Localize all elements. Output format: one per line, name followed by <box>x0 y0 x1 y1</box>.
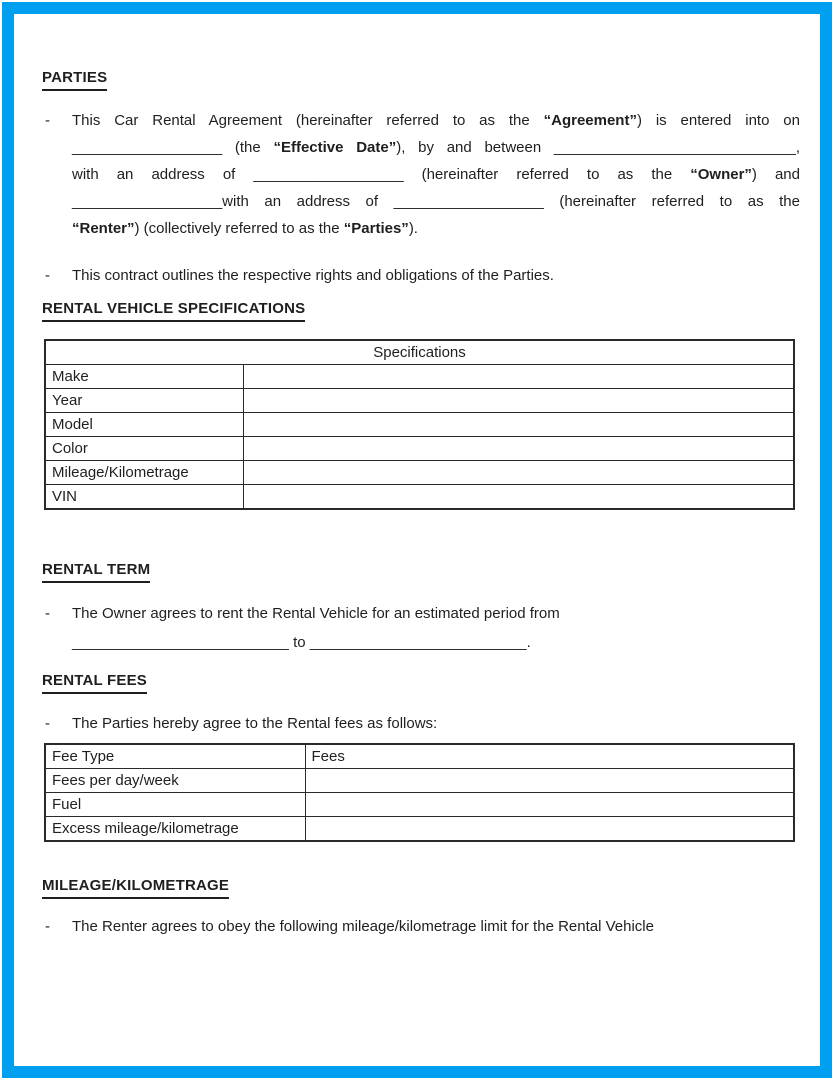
document-page <box>42 14 800 940</box>
table-header-row <box>45 340 794 365</box>
bullet-marker: - <box>45 918 50 935</box>
paragraph-line: The Owner agrees to rent the Rental Vehicle for an estimated period from <box>72 605 560 622</box>
spec-year-value <box>243 389 794 413</box>
spec-vin-label: VIN <box>45 485 243 510</box>
fees-table <box>44 743 795 842</box>
fill-in-blank-line: __________________________ to __________________________. <box>72 634 531 651</box>
rental-fees-bullet <box>42 710 800 737</box>
spec-vin-value <box>243 485 794 510</box>
bullet-marker: - <box>45 715 50 732</box>
bullet-marker: - <box>45 267 50 284</box>
bold-term-owner: “Owner” <box>690 166 752 183</box>
fee-per-day-label: Fees per day/week <box>45 769 305 793</box>
parties-paragraph <box>72 107 800 242</box>
bold-term-parties: “Parties” <box>343 220 409 237</box>
table-row <box>45 769 794 793</box>
fees-col2-header: Fees <box>305 744 794 769</box>
fee-excess-mileage-value <box>305 817 794 842</box>
specifications-table-title: Specifications <box>45 340 794 365</box>
section-heading-specifications: RENTAL VEHICLE SPECIFICATIONS <box>42 298 800 322</box>
table-row <box>45 413 794 437</box>
spec-mileage-label: Mileage/Kilometrage <box>45 461 243 485</box>
table-row <box>45 389 794 413</box>
table-row <box>45 485 794 510</box>
table-row <box>45 461 794 485</box>
fill-in-blank: with an address of __________________ (hereinafter referred to as the <box>72 166 691 183</box>
table-row <box>45 437 794 461</box>
mileage-text: The Renter agrees to obey the following mileage/kilometrage limit for the Rental Vehicle <box>72 918 654 935</box>
rental-term-bullet <box>42 599 800 657</box>
rental-fees-text: The Parties hereby agree to the Rental fees as follows: <box>72 715 438 732</box>
specifications-table <box>44 339 795 510</box>
fill-in-blank: __________________with an address of __________________ (hereinafter referred to as the <box>72 193 800 210</box>
table-header-row <box>45 744 794 769</box>
section-heading-mileage: MILEAGE/KILOMETRAGE <box>42 875 800 899</box>
fee-fuel-value <box>305 793 794 817</box>
spec-color-label: Color <box>45 437 243 461</box>
fee-per-day-value <box>305 769 794 793</box>
section-heading-rental-term: RENTAL TERM <box>42 559 800 583</box>
fee-fuel-label: Fuel <box>45 793 305 817</box>
paragraph-line: “Renter”) (collectively referred to as the “Parties”). <box>72 220 418 237</box>
spec-make-value <box>243 365 794 389</box>
spec-mileage-value <box>243 461 794 485</box>
paragraph-line <box>72 188 800 215</box>
parties-bullet-2 <box>42 262 800 289</box>
bold-term-effective-date: “Effective Date” <box>273 139 397 156</box>
contract-outline-text: This contract outlines the respective rights and obligations of the Parties. <box>72 267 554 284</box>
spec-model-value <box>243 413 794 437</box>
paragraph-line <box>72 134 800 161</box>
bullet-marker: - <box>45 112 50 129</box>
bold-term-agreement: “Agreement” <box>543 112 637 129</box>
table-row <box>45 817 794 842</box>
rental-term-paragraph <box>72 599 800 657</box>
table-row <box>45 365 794 389</box>
spec-color-value <box>243 437 794 461</box>
spec-year-label: Year <box>45 389 243 413</box>
section-heading-rental-fees: RENTAL FEES <box>42 670 800 694</box>
paragraph-line: This Car Rental Agreement (hereinafter referred to as the “Agreement”) is entered into on <box>72 112 800 129</box>
paragraph-line: with an address of __________________ (hereinafter referred to as the “Owner”) and <box>72 166 800 183</box>
fill-in-blank: __________________ (the <box>72 139 274 156</box>
table-row <box>45 793 794 817</box>
spec-model-label: Model <box>45 413 243 437</box>
section-heading-parties: PARTIES <box>42 67 800 91</box>
fee-excess-mileage-label: Excess mileage/kilometrage <box>45 817 305 842</box>
bold-term-renter: “Renter” <box>72 220 135 237</box>
fees-col1-header: Fee Type <box>45 744 305 769</box>
bullet-marker: - <box>45 605 50 622</box>
mileage-bullet <box>42 913 800 940</box>
fill-in-blank: ), by and between _____________________________, <box>396 139 800 156</box>
parties-bullet-1 <box>42 107 800 242</box>
spec-make-label: Make <box>45 365 243 389</box>
